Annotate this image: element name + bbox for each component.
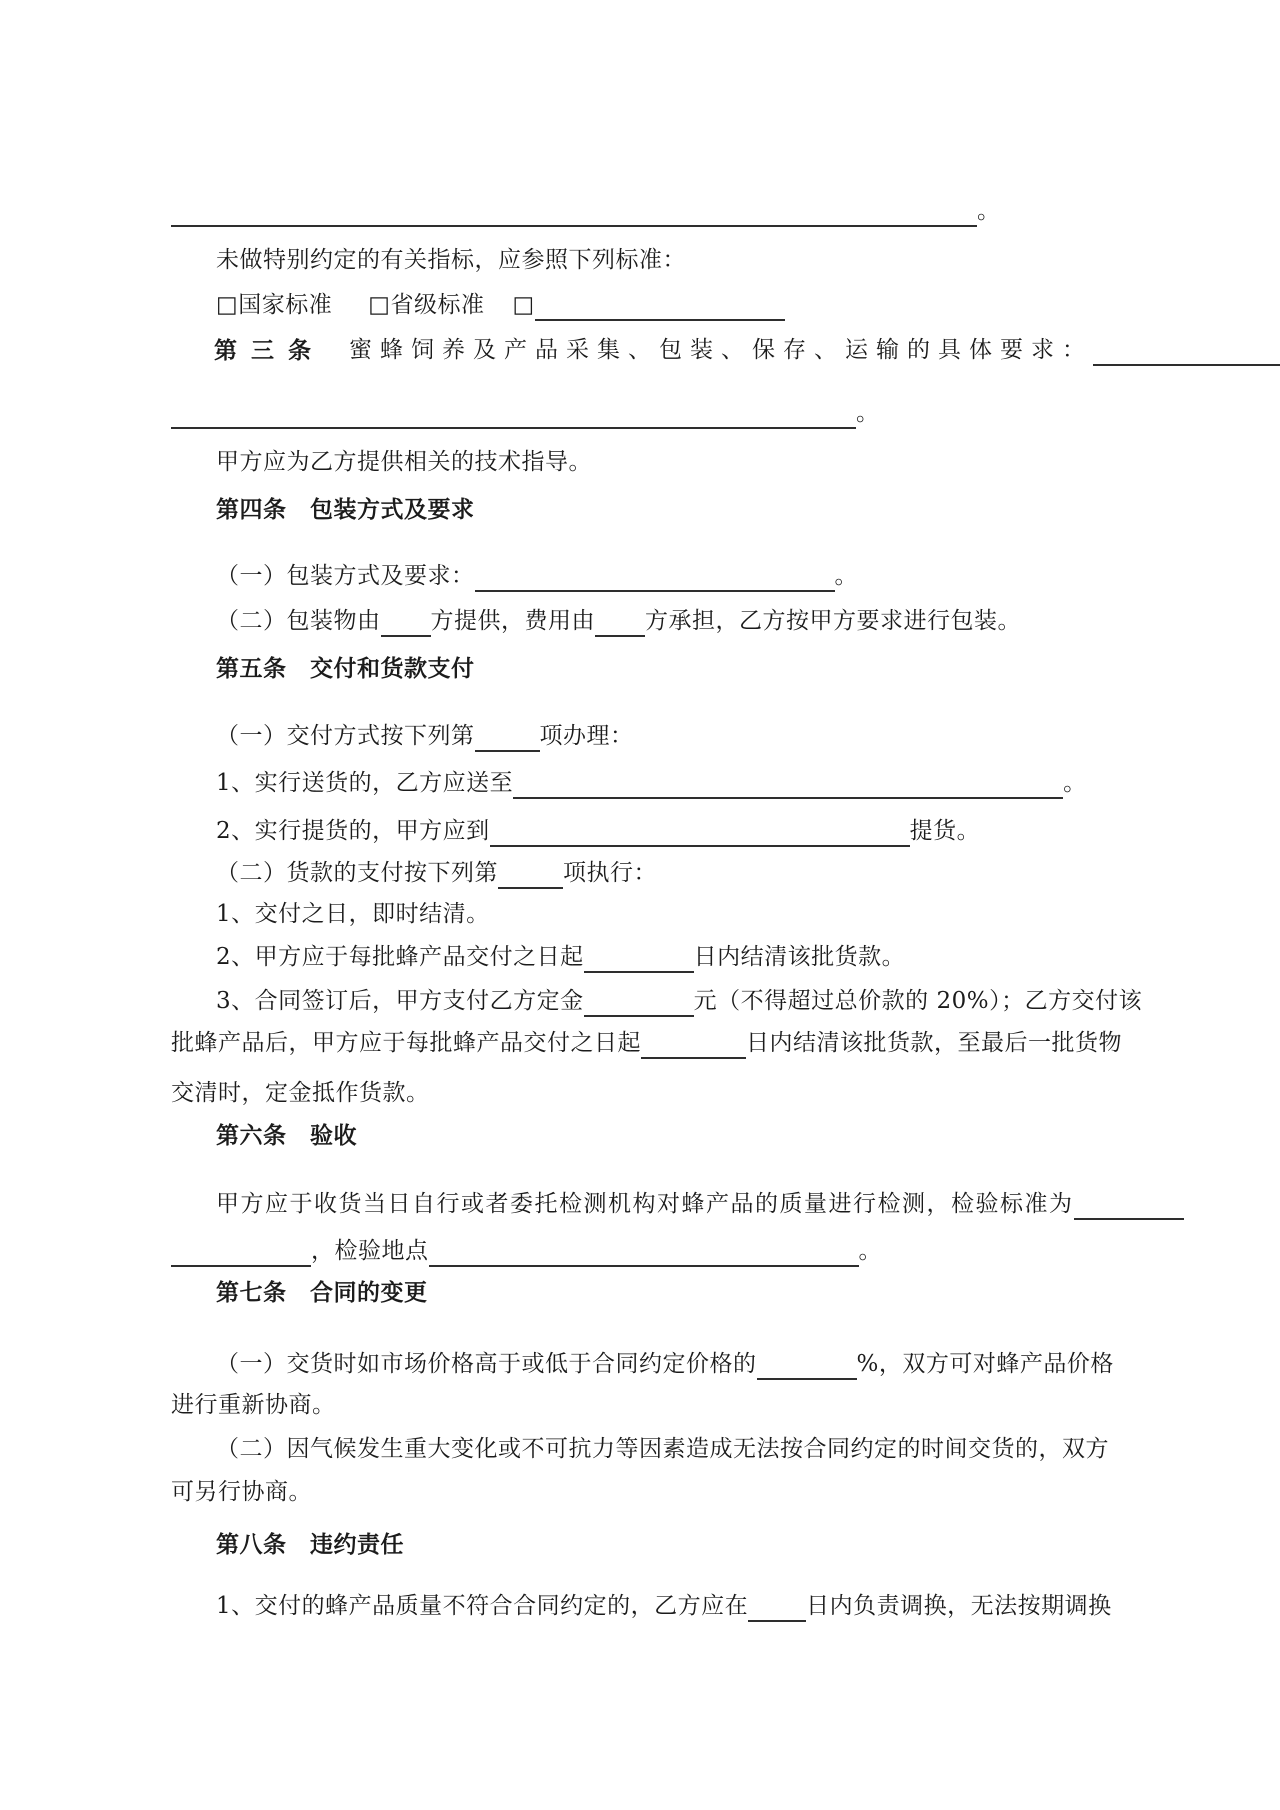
spacer (332, 320, 368, 321)
payment-option-3-text-5: 交清时，定金抵作货款。 (171, 1080, 430, 1106)
article-4-item-1 (216, 561, 858, 592)
continuation-blank-line (171, 196, 1001, 227)
payment-option-2-text-2: 日内结清该批货款。 (693, 944, 906, 970)
other-standard-fill-blank (535, 291, 785, 321)
fill-blank-percent (757, 1350, 857, 1380)
article-4-item-2 (216, 606, 1021, 637)
payment-option-2-text-1: 2、甲方应于每批蜂产品交付之日起 (216, 944, 584, 970)
fill-blank-days (641, 1029, 746, 1059)
force-majeure-text-1: （二）因气候发生重大变化或不可抗力等因素造成无法按合同约定的时间交货的，双方 (216, 1436, 1109, 1462)
spacer (325, 365, 349, 366)
fill-blank (1093, 336, 1280, 366)
packing-material-text-3: 方承担，乙方按甲方要求进行包装。 (645, 608, 1021, 634)
fill-blank-item-no (498, 859, 563, 889)
article-6-heading (216, 1120, 357, 1151)
payment-option-3-text-1: 3、合同签订后，甲方支付乙方定金 (216, 988, 584, 1014)
article-5-payment-option-2 (216, 942, 905, 973)
price-change-text-1: （一）交货时如市场价格高于或低于合同约定价格的 (216, 1351, 757, 1377)
article-5-delivery-option-1 (216, 768, 1087, 799)
article-5-payment-option-3-cont (171, 1028, 1122, 1059)
delivery-method-text-2: 项办理： (539, 723, 634, 749)
packing-method-label: （一）包装方式及要求： (216, 563, 475, 589)
article-8-heading-text: 第八条 违约责任 (216, 1531, 404, 1558)
price-change-text-2: %，双方可对蜂产品价格 (856, 1351, 1114, 1377)
article-5-payment-option-3 (216, 986, 1142, 1017)
standards-intro-line (216, 245, 686, 276)
checkbox-provincial-standard-icon: □ (368, 292, 391, 318)
fill-blank-location (429, 1237, 859, 1267)
article-7-item-1-cont (171, 1390, 336, 1421)
checkbox-provincial-standard-label: 省级标准 (390, 292, 485, 318)
article-5-delivery-intro (216, 721, 634, 752)
price-change-text-3: 进行重新协商。 (171, 1392, 336, 1418)
delivery-option-2-text-2: 提货。 (909, 818, 981, 844)
article-6-inspection-line (216, 1189, 1184, 1220)
delivery-option-1-text: 1、实行送货的，乙方应送至 (216, 770, 514, 796)
article-7-item-2-cont (171, 1477, 312, 1508)
checkbox-national-standard-icon: □ (216, 292, 239, 318)
article-7-item-2 (216, 1434, 1109, 1465)
technical-guidance-line (216, 447, 592, 478)
breach-text-2: 日内负责调换，无法按期调换 (806, 1593, 1112, 1619)
standards-checkbox-row (216, 290, 785, 321)
payment-option-1-text: 1、交付之日，即时结清。 (216, 901, 490, 927)
fill-blank-days (748, 1592, 806, 1622)
fill-blank (171, 197, 977, 227)
payment-method-text-1: （二）货款的支付按下列第 (216, 860, 498, 886)
period: 。 (1063, 770, 1087, 796)
fill-blank-days (584, 943, 694, 973)
force-majeure-text-2: 可另行协商。 (171, 1479, 312, 1505)
payment-method-text-2: 项执行： (563, 860, 657, 886)
article-5-heading (216, 653, 475, 684)
article-5-payment-option-3-end (171, 1078, 430, 1109)
period: 。 (858, 1238, 882, 1264)
payment-option-3-text-4: 日内结清该批货款，至最后一批货物 (746, 1030, 1122, 1056)
fill-blank-party (381, 607, 431, 637)
fill-blank-standard (1074, 1190, 1184, 1220)
article-8-heading (216, 1529, 404, 1560)
fill-blank (171, 399, 856, 429)
technical-guidance-text: 甲方应为乙方提供相关的技术指导。 (216, 449, 592, 475)
fill-blank-item-no (475, 722, 540, 752)
article-3-title-text: 蜜蜂饲养及产品采集、包装、保存、运输的具体要求： (349, 337, 1093, 363)
article-5-delivery-option-2 (216, 816, 980, 847)
article-5-heading-text: 第五条 交付和货款支付 (216, 655, 475, 682)
packing-material-text-2: 方提供，费用由 (430, 608, 595, 634)
checkbox-other-standard-icon: □ (512, 292, 535, 318)
article-6-heading-text: 第六条 验收 (216, 1122, 357, 1149)
breach-text-1: 1、交付的蜂产品质量不符合合同约定的，乙方应在 (216, 1593, 749, 1619)
period: 。 (856, 400, 880, 426)
fill-blank-party (595, 607, 645, 637)
article-7-heading (216, 1277, 428, 1308)
payment-option-3-text-2: 元（不得超过总价款的 20%）；乙方交付该 (693, 988, 1143, 1014)
article-4-heading-text: 第四条 包装方式及要求 (216, 496, 475, 523)
article-7-item-1 (216, 1349, 1114, 1380)
article-3-continuation-blank-line (171, 398, 880, 429)
inspection-text-1: 甲方应于收货当日自行或者委托检测机构对蜂产品的质量进行检测，检验标准为 (216, 1191, 1074, 1217)
delivery-option-2-text-1: 2、实行提货的，甲方应到 (216, 818, 490, 844)
period: 。 (834, 563, 858, 589)
article-4-heading (216, 494, 475, 525)
delivery-method-text-1: （一）交付方式按下列第 (216, 723, 475, 749)
fill-blank (475, 562, 835, 592)
article-6-inspection-cont (171, 1236, 882, 1267)
packing-material-text-1: （二）包装物由 (216, 608, 381, 634)
article-8-item-1 (216, 1591, 1112, 1622)
fill-blank-address (490, 817, 910, 847)
fill-blank-standard-cont (171, 1237, 311, 1267)
fill-blank-address (513, 769, 1063, 799)
article-5-payment-intro (216, 858, 657, 889)
checkbox-national-standard-label: 国家标准 (238, 292, 333, 318)
article-3-line (214, 335, 1280, 366)
inspection-text-2: ，检验地点 (311, 1238, 429, 1264)
period: 。 (977, 198, 1001, 224)
standards-intro-text: 未做特别约定的有关指标，应参照下列标准： (216, 247, 686, 273)
article-7-heading-text: 第七条 合同的变更 (216, 1279, 428, 1306)
fill-blank-deposit (584, 987, 694, 1017)
spacer (484, 320, 512, 321)
payment-option-3-text-3: 批蜂产品后，甲方应于每批蜂产品交付之日起 (171, 1030, 641, 1056)
article-3-number: 第三条 (214, 337, 325, 364)
article-5-payment-option-1 (216, 899, 490, 930)
